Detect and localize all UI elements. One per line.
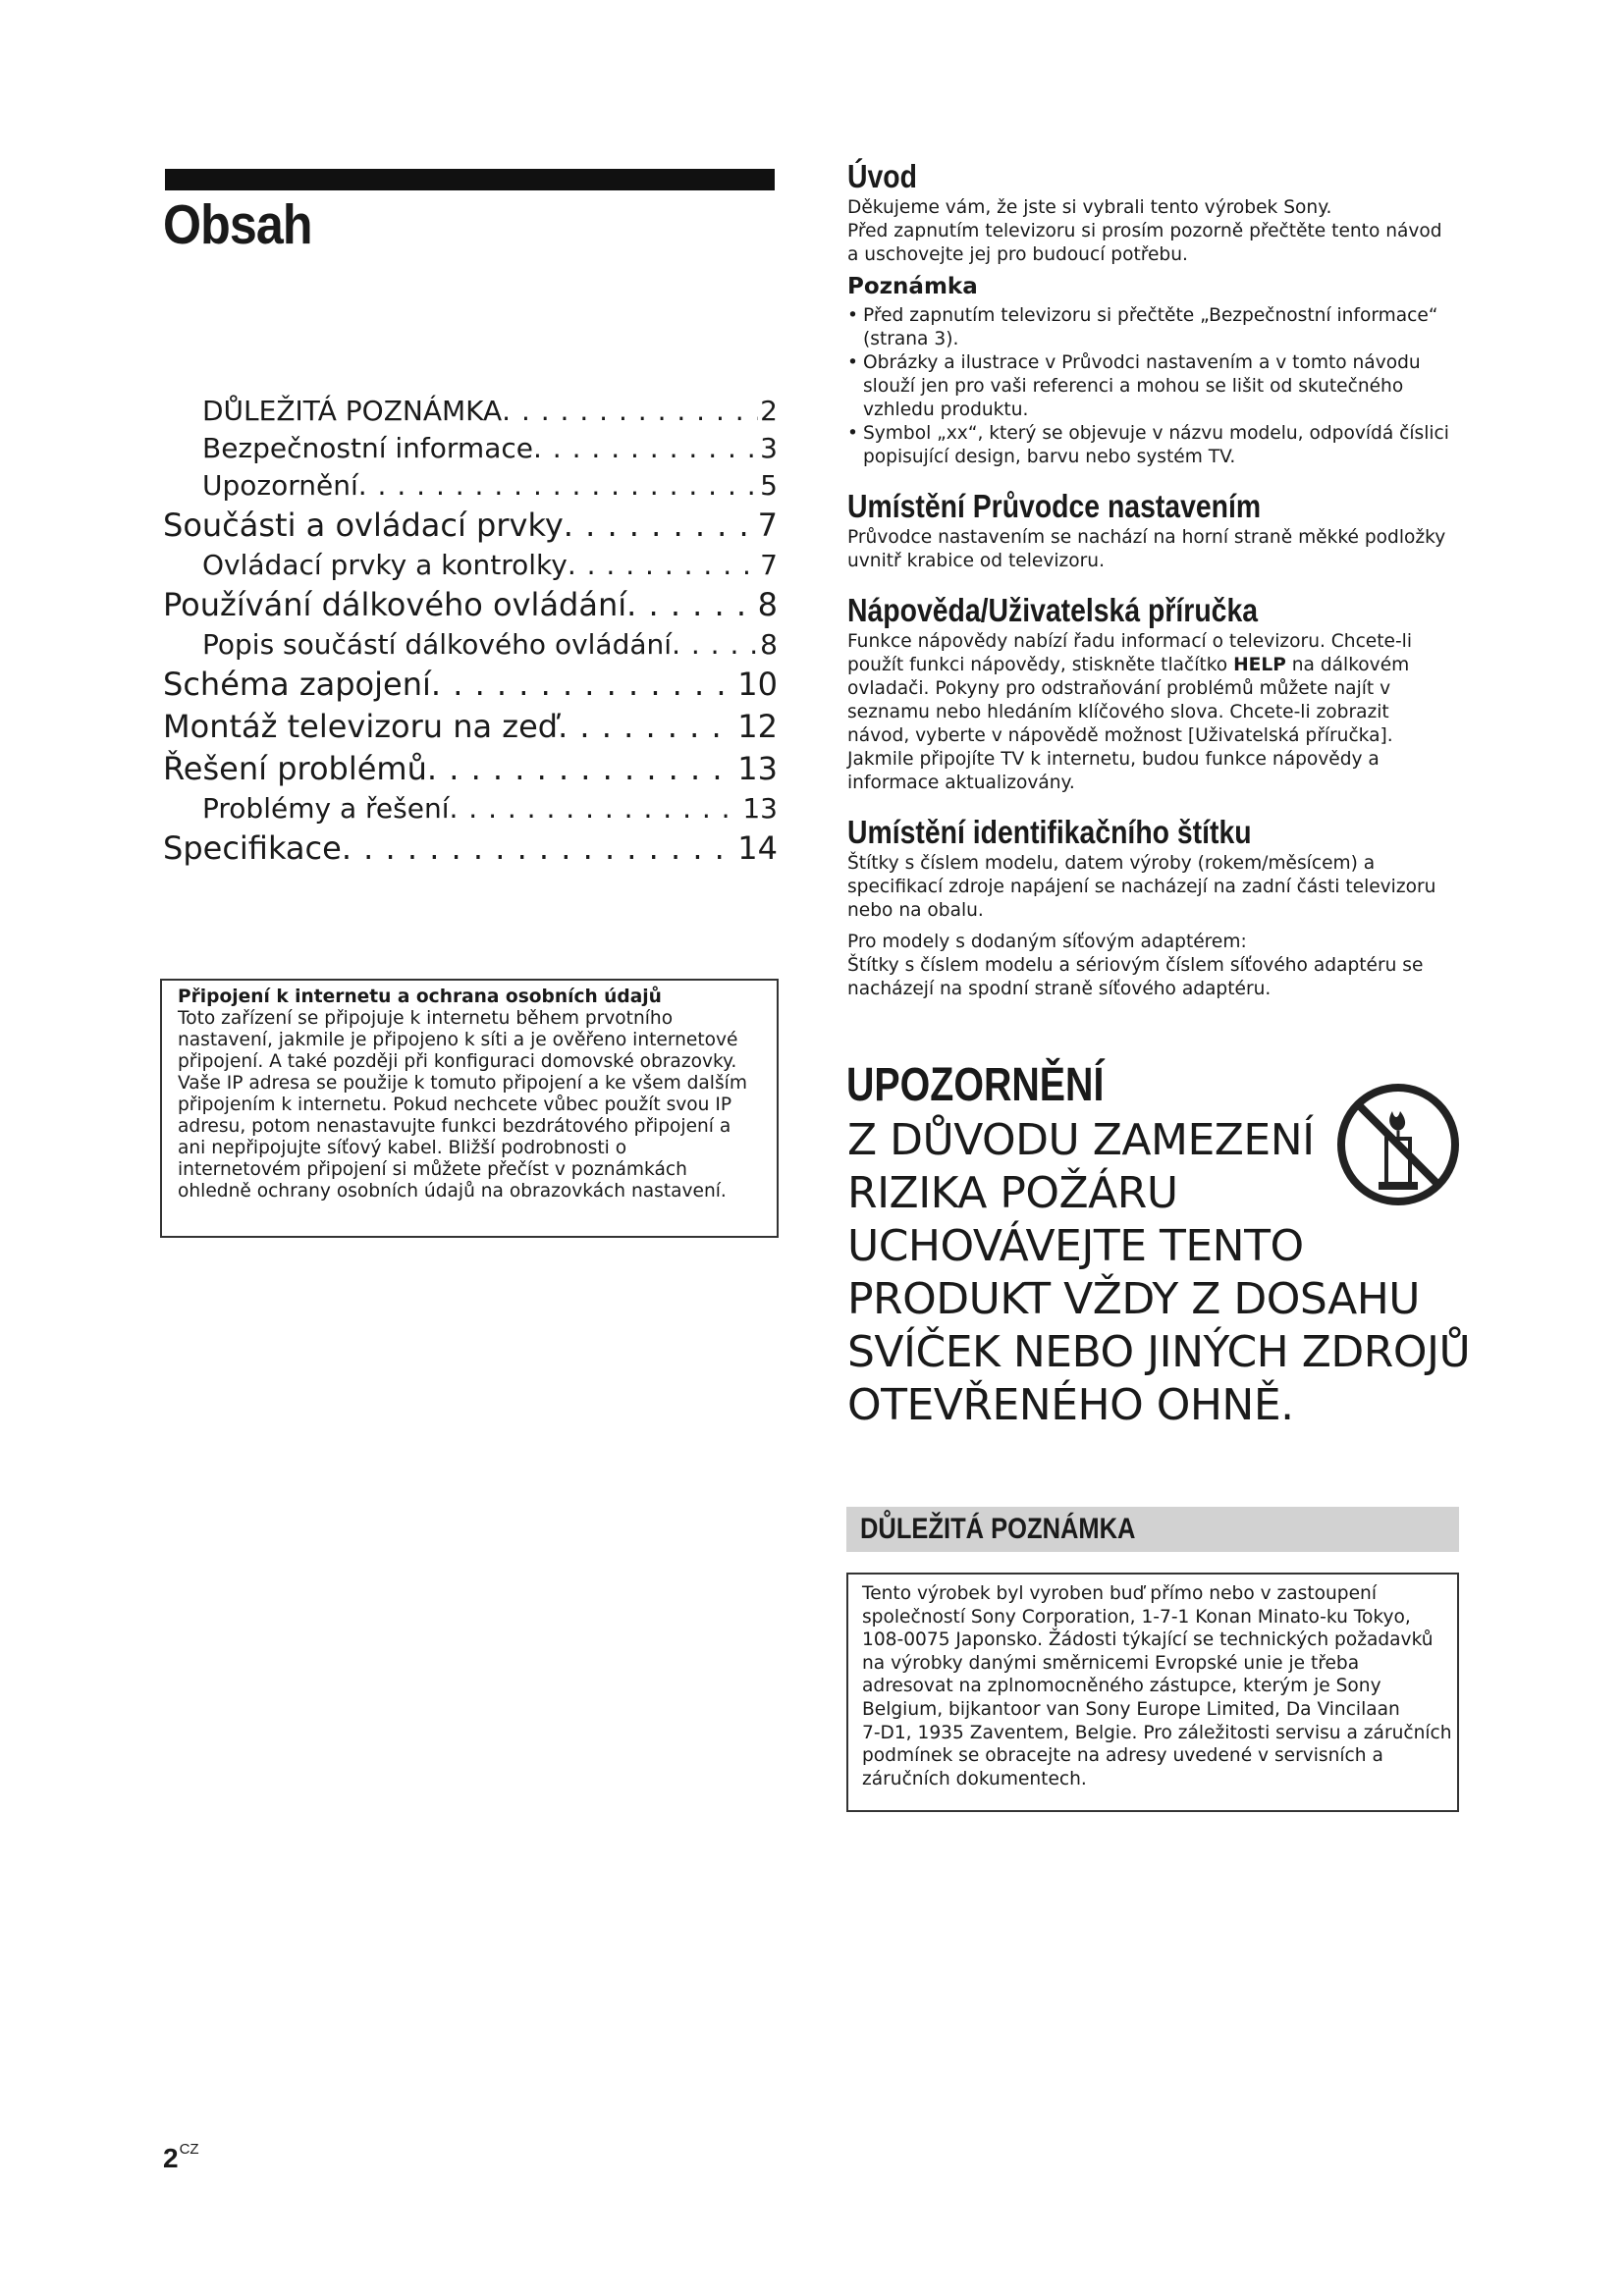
toc-entry[interactable]: Ovládací prvky a kontrolky . . . 7 — [163, 547, 778, 584]
label-line: Štítky s číslem modelu a sériovým číslem síťového adaptéru se — [847, 955, 1424, 976]
toc-entry[interactable]: Používání dálkového ovládání . . . 8 — [163, 584, 778, 626]
intro-line: Děkujeme vám, že jste si vybrali tento výrobek Sony. — [847, 197, 1332, 218]
privacy-line: ohledně ochrany osobních údajů na obrazovkách nastavení. — [178, 1181, 727, 1201]
note-heading: Poznámka — [847, 274, 978, 299]
list-item: • Symbol „xx“, který se objevuje v názvu modelu, odpovídá číslici popisující design, barvu nebo systém TV. — [847, 422, 1458, 469]
setup-guide-line: Průvodce nastavením se nachází na horní straně měkké podložky — [847, 527, 1446, 548]
toc-entry[interactable]: Montáž televizoru na zeď . . . 12 — [163, 706, 778, 748]
intro-heading: Úvod — [847, 158, 917, 194]
title-bar — [165, 169, 775, 190]
toc-entry[interactable]: Řešení problémů . . . 13 — [163, 748, 778, 790]
help-line: návod, vyberte v nápovědě možnost [Uživatelská příručka]. — [847, 725, 1393, 746]
toc-entry[interactable]: Popis součástí dálkového ovládání . . . 8 — [163, 626, 778, 664]
important-line: společností Sony Corporation, 1-7-1 Konan Minato-ku Tokyo, — [862, 1606, 1411, 1628]
toc-entry[interactable]: Upozornění . . . 5 — [163, 467, 778, 505]
privacy-line: adresu, potom nenastavujte funkci bezdrátového připojení a — [178, 1116, 731, 1137]
privacy-line: Vaše IP adresa se použije k tomuto připojení a ke všem dalším — [178, 1073, 747, 1094]
help-line: informace aktualizovány. — [847, 773, 1075, 793]
toc-title: Obsah — [163, 193, 312, 256]
label-line: Pro modely s dodaným síťovým adaptérem: — [847, 932, 1247, 952]
intro-line: a uschovejte jej pro budoucí potřebu. — [847, 244, 1188, 265]
note-list — [847, 304, 1458, 469]
help-line: seznamu nebo hledáním klíčového slova. Chcete-li zobrazit — [847, 702, 1389, 722]
important-line: Belgium, bijkantoor van Sony Europe Limited, Da Vincilaan — [862, 1698, 1400, 1720]
important-line: adresovat na zplnomocněného zástupce, kterým je Sony — [862, 1676, 1381, 1697]
label-heading: Umístění identifikačního štítku — [847, 814, 1252, 850]
toc-entry[interactable]: Specifikace . . . 14 — [163, 828, 778, 870]
toc-entry[interactable]: Bezpečnostní informace . . . 3 — [163, 430, 778, 467]
label-line: nacházejí na spodní straně síťového adaptéru. — [847, 979, 1272, 999]
privacy-line: nastavení, jakmile je připojeno k síti a je ověřeno internetové — [178, 1030, 738, 1050]
setup-guide-heading: Umístění Průvodce nastavením — [847, 488, 1262, 524]
help-line: použít funkci nápovědy, stiskněte tlačítko HELP na dálkovém — [847, 655, 1410, 675]
privacy-notice-box — [160, 979, 779, 1238]
important-line: 7-D1, 1935 Zaventem, Belgie. Pro záležitosti servisu a záručních — [862, 1722, 1452, 1743]
warning-title: UPOZORNĚNÍ — [846, 1059, 1105, 1111]
important-line: na výrobky danými směrnicemi Evropské unie je třeba — [862, 1652, 1360, 1674]
privacy-title: Připojení k internetu a ochrana osobních údajů — [178, 987, 662, 1007]
no-candle-icon — [1335, 1082, 1461, 1207]
page-number-suffix: CZ — [179, 2141, 199, 2158]
help-line: Jakmile připojíte TV k internetu, budou funkce nápovědy a — [847, 749, 1380, 770]
help-line: ovladači. Pokyny pro odstraňování problémů můžete najít v — [847, 678, 1391, 699]
toc-entry[interactable]: Součásti a ovládací prvky . . . 7 — [163, 505, 778, 547]
privacy-line: Toto zařízení se připojuje k internetu během prvotního — [178, 1008, 674, 1029]
setup-guide-line: uvnitř krabice od televizoru. — [847, 551, 1106, 571]
toc-entry[interactable]: Problémy a řešení . . . 13 — [163, 790, 778, 828]
privacy-line: ani nepřipojujte síťový kabel. Bližší podrobnosti o — [178, 1138, 627, 1158]
important-line: 108-0075 Japonsko. Žádosti týkající se technických požadavků — [862, 1629, 1434, 1651]
help-key-label: HELP — [1233, 655, 1286, 675]
page-number: $2^{CZ}$ — [163, 2141, 199, 2173]
important-line: podmínek se obracejte na adresy uvedené v servisních a — [862, 1745, 1383, 1767]
toc-entry[interactable]: Schéma zapojení . . . 10 — [163, 664, 778, 706]
intro-line: Před zapnutím televizoru si prosím pozorně přečtěte tento návod — [847, 221, 1442, 241]
list-item: • Obrázky a ilustrace v Průvodci nastavením a v tomto návodu slouží jen pro vaši referenci a mohou se lišit od skutečného vzhledu produktu. — [847, 351, 1458, 422]
label-line: nebo na obalu. — [847, 900, 984, 921]
help-line: Funkce nápovědy nabízí řadu informací o televizoru. Chcete-li — [847, 631, 1412, 652]
important-note-box — [846, 1573, 1459, 1812]
privacy-line: připojení. A také později při konfiguraci domovské obrazovky. — [178, 1051, 737, 1072]
list-item: • Před zapnutím televizoru si přečtěte „Bezpečnostní informace“ (strana 3). — [847, 304, 1458, 351]
help-heading: Nápověda/Uživatelská příručka — [847, 592, 1259, 628]
important-note-header: DŮLEŽITÁ POZNÁMKA — [846, 1507, 1459, 1552]
privacy-line: internetovém připojení si můžete přečíst v poznámkách — [178, 1159, 687, 1180]
table-of-contents — [163, 393, 778, 870]
important-line: záručních dokumentech. — [862, 1768, 1087, 1789]
important-line: Tento výrobek byl vyroben buď přímo nebo v zastoupení — [862, 1583, 1378, 1604]
toc-entry[interactable]: DŮLEŽITÁ POZNÁMKA . . . 2 — [163, 393, 778, 430]
warning-text: Z DŮVODU ZAMEZENÍ RIZIKA POŽÁRU UCHOVÁVEJTE TENTO PRODUKT VŽDY Z DOSAHU SVÍČEK NEBO JINÝCH ZDROJŮ OTEVŘENÉHO OHNĚ. — [847, 1115, 1471, 1430]
label-line: specifikací zdroje napájení se nacházejí na zadní části televizoru — [847, 877, 1436, 897]
label-line: Štítky s číslem modelu, datem výroby (rokem/měsícem) a — [847, 853, 1376, 874]
privacy-line: připojením k internetu. Pokud nechcete vůbec použít svou IP — [178, 1095, 732, 1115]
right-column — [847, 157, 1458, 1001]
